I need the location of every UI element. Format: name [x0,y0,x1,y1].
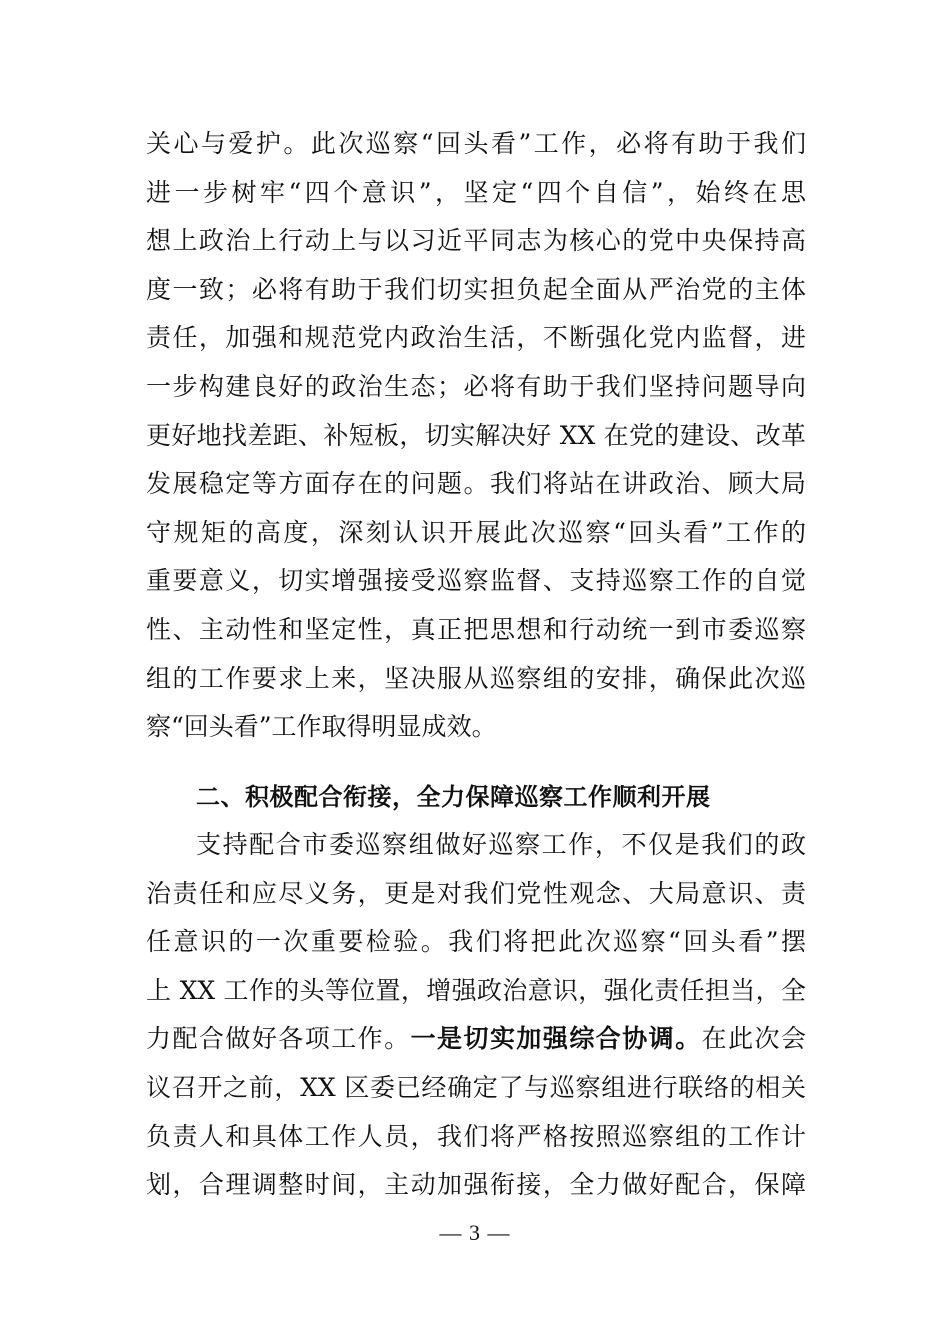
paragraph-1-line: 守规矩的高度，深刻认识开展此次巡察“回头看”工作的 [146,517,806,547]
paragraph-2-line: 治责任和应尽义务，更是对我们党性观念、大局意识、责 [146,878,806,908]
plain-text: 在此次会 [701,1024,806,1054]
bold-key-point: 一是切实加强综合协调。 [410,1024,702,1054]
paragraph-1-line: 察“回头看”工作取得明显成效。 [146,712,497,742]
paragraph-2-line: 负责人和具体工作人员，我们将严格按照巡察组的工作计 [146,1121,806,1151]
paragraph-1-line: 责任，加强和规范党内政治生活，不断强化党内监督，进 [146,323,806,353]
paragraph-2-line: 支持配合市委巡察组做好巡察工作，不仅是我们的政 [196,830,806,859]
paragraph-1-line: 度一致；必将有助于我们切实担负起全面从严治党的主体 [146,274,806,304]
paragraph-2-line: 任意识的一次重要检验。我们将把此次巡察“回头看”摆 [146,927,806,957]
paragraph-2-line: 上 XX 工作的头等位置，增强政治意识，强化责任担当，全 [146,975,806,1005]
section-heading: 二、积极配合衔接，全力保障巡察工作顺利开展 [196,783,711,811]
paragraph-1-line: 一步构建良好的政治生态；必将有助于我们坚持问题导向 [146,371,806,401]
plain-text: 力配合做好各项工作。 [146,1024,411,1054]
paragraph-2-line: 划，合理调整时间，主动加强衔接，全力做好配合，保障 [146,1170,806,1200]
paragraph-1-line: 性、主动性和坚定性，真正把思想和行动统一到市委巡察 [146,614,806,644]
paragraph-2 [146,821,806,1210]
paragraph-2-line-mixed [146,1015,806,1064]
page-number: — 3 — [439,1220,511,1245]
paragraph-1-line: 进一步树牢“四个意识”，坚定“四个自信”，始终在思 [146,177,806,207]
paragraph-1-line: 重要意义，切实增强接受巡察监督、支持巡察工作的自觉 [146,566,806,596]
paragraph-1-line: 更好地找差距、补短板，切实解决好 XX 在党的建设、改革 [146,420,806,450]
paragraph-1-line: 组的工作要求上来，坚决服从巡察组的安排，确保此次巡 [146,663,806,693]
paragraph-2-line: 议召开之前，XX 区委已经确定了与巡察组进行联络的相关 [146,1072,806,1102]
paragraph-1-line: 发展稳定等方面存在的问题。我们将站在讲政治、顾大局 [146,469,806,499]
paragraph-1-line: 关心与爱护。此次巡察“回头看”工作，必将有助于我们 [146,129,806,158]
paragraph-1-line: 想上政治上行动上与以习近平同志为核心的党中央保持高 [146,226,806,256]
paragraph-1 [146,120,806,752]
